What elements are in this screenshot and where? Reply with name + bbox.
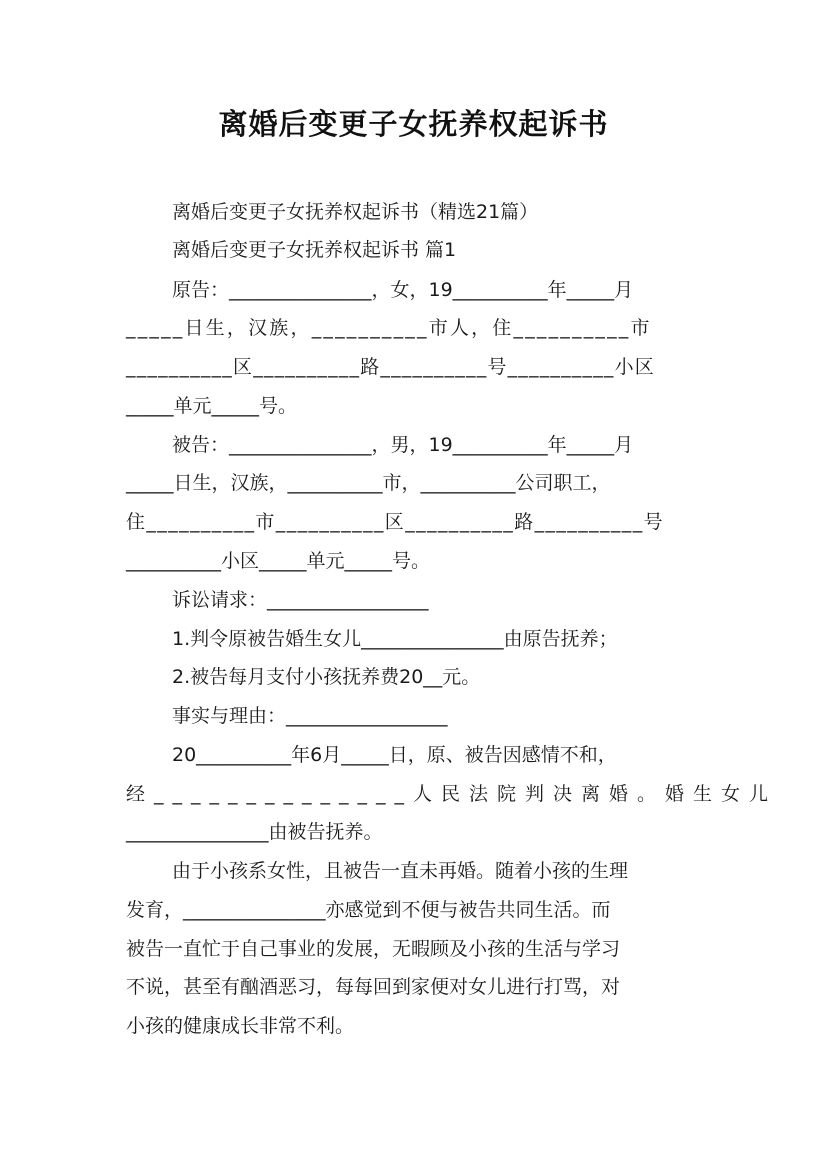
plaintiff-line-2: _____日生，汉族，__________市人，住__________市 (126, 317, 652, 339)
plaintiff-line-4: _____单元_____号。 (126, 395, 298, 417)
defendant-line-3: 住__________市__________区__________路__________号 (126, 511, 664, 533)
defendant-line-2: _____日生，汉族，__________市，__________公司职工， (126, 472, 611, 494)
facts-line-1: 20__________年6月_____日，原、被告因感情不和， (172, 744, 617, 766)
reason-line-5: 小孩的健康成长非常不利。 (126, 1015, 355, 1037)
claim-1: 1.判令原被告婚生女儿_______________由原告抚养； (172, 628, 618, 650)
defendant-line-4: __________小区_____单元_____号。 (126, 550, 431, 572)
reason-line-2: 发育，_______________亦感觉到不便与被告共同生活。而 (126, 899, 611, 921)
document-title: 离婚后变更子女抚养权起诉书 (218, 107, 609, 141)
section-heading: 离婚后变更子女抚养权起诉书 篇1 (172, 239, 457, 261)
facts-heading: 事实与理由：_________________ (172, 705, 448, 727)
claim-2: 2.被告每月支付小孩抚养费20__元。 (172, 666, 481, 688)
reason-line-3: 被告一直忙于自己事业的发展，无暇顾及小孩的生活与学习 (126, 938, 621, 960)
plaintiff-line-1: 原告：_______________，女，19__________年_____月 (172, 279, 634, 301)
reason-line-1: 由于小孩系女性，且被告一直未再婚。随着小孩的生理 (172, 860, 629, 882)
claims-heading: 诉讼请求：_________________ (172, 589, 429, 611)
reason-line-4: 不说，甚至有酗酒恶习，每每回到家便对女儿进行打骂，对 (126, 976, 621, 998)
plaintiff-line-3: __________区__________路__________号__________小区 (126, 356, 656, 378)
defendant-line-1: 被告：_______________，男，19__________年_____月 (172, 434, 634, 456)
facts-line-3: _______________由被告抚养。 (126, 821, 383, 843)
subtitle-line: 离婚后变更子女抚养权起诉书（精选21篇） (172, 201, 539, 223)
facts-line-2: 经______________人民法院判决离婚。婚生女儿 (126, 783, 778, 805)
